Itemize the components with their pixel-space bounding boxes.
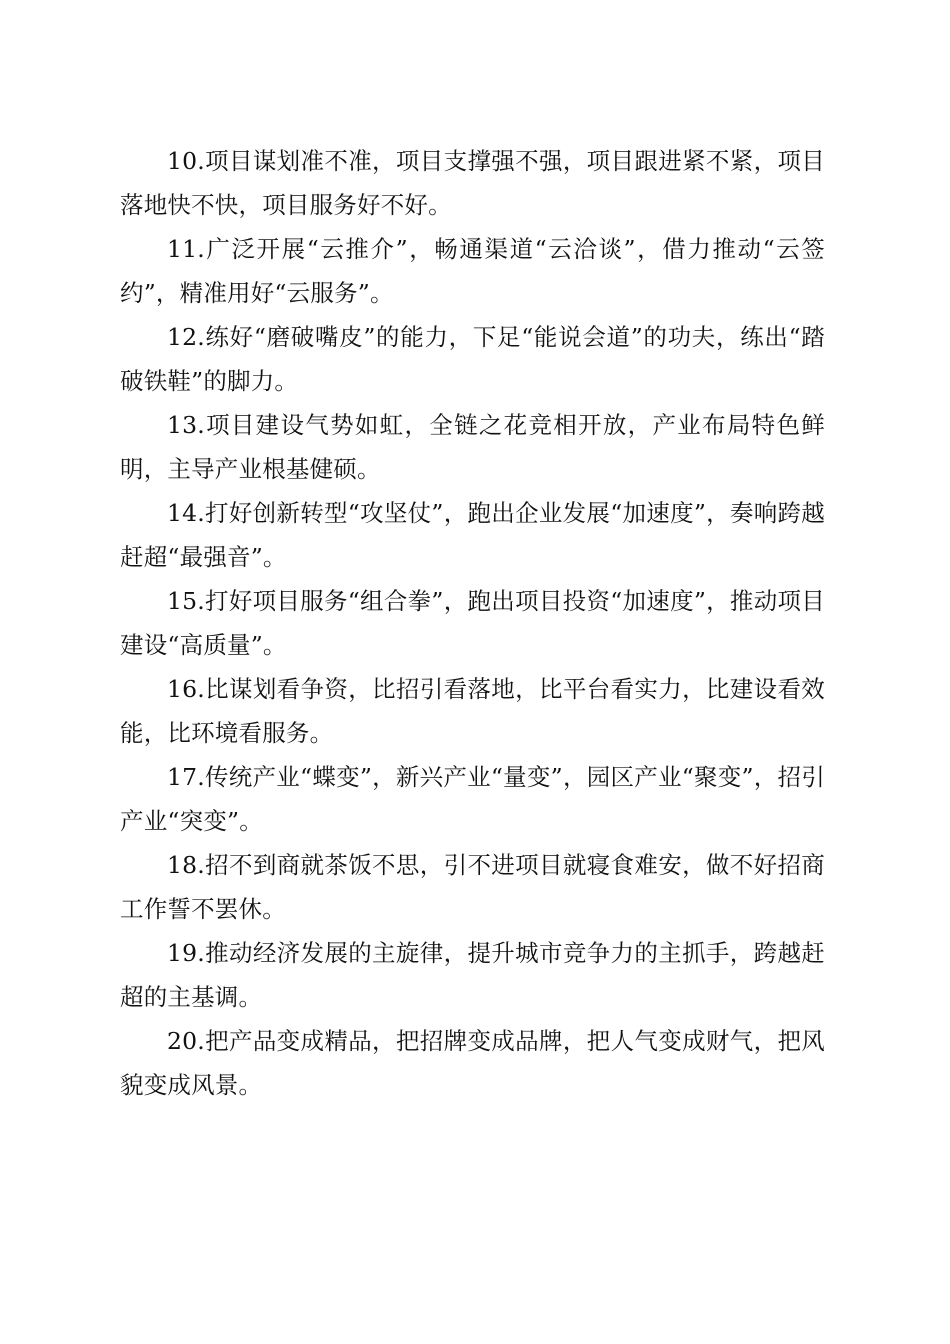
paragraph-12: 12.练好“磨破嘴皮”的能力，下足“能说会道”的功夫，练出“踏破铁鞋”的脚力。: [120, 323, 825, 395]
paragraph-20: 20.把产品变成精品，把招牌变成品牌，把人气变成财气，把风貌变成风景。: [120, 1027, 825, 1099]
paragraph-15: 15.打好项目服务“组合拳”，跑出项目投资“加速度”，推动项目建设“高质量”。: [120, 587, 825, 659]
paragraph-10: 10.项目谋划准不准，项目支撑强不强，项目跟进紧不紧，项目落地快不快，项目服务好不好。: [120, 147, 825, 219]
paragraph-14: 14.打好创新转型“攻坚仗”，跑出企业发展“加速度”，奏响跨越赶超“最强音”。: [120, 499, 825, 571]
paragraph-19: 19.推动经济发展的主旋律，提升城市竞争力的主抓手，跨越赶超的主基调。: [120, 939, 825, 1011]
paragraph-17: 17.传统产业“蝶变”，新兴产业“量变”，园区产业“聚变”，招引产业“突变”。: [120, 763, 825, 835]
paragraph-11: 11.广泛开展“云推介”，畅通渠道“云洽谈”，借力推动“云签约”，精准用好“云服务”。: [120, 235, 825, 307]
paragraph-18: 18.招不到商就茶饭不思，引不进项目就寝食难安，做不好招商工作誓不罢休。: [120, 851, 825, 923]
document-body: [120, 139, 825, 1107]
paragraph-16: 16.比谋划看争资，比招引看落地，比平台看实力，比建设看效能，比环境看服务。: [120, 675, 825, 747]
paragraph-13: 13.项目建设气势如虹，全链之花竞相开放，产业布局特色鲜明，主导产业根基健硕。: [120, 411, 825, 483]
